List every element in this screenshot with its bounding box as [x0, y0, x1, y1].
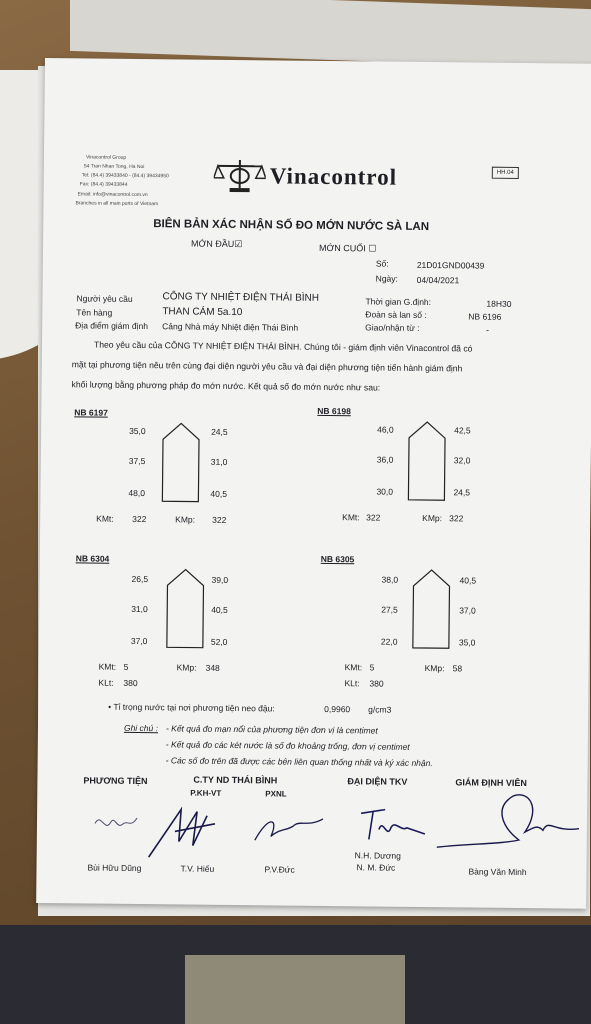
doc-date-label: Ngày:: [375, 273, 398, 284]
fleet-label: Đoàn sà lan số :: [365, 309, 427, 321]
checked-box-icon: ☑: [234, 238, 243, 250]
klt-value: 380: [123, 677, 138, 689]
document-title: BIÊN BẢN XÁC NHẬN SỐ ĐO MỚN NƯỚC SÀ LAN: [153, 218, 430, 234]
kmt-label: KMt:: [98, 661, 117, 672]
draft-value: 40,5: [210, 488, 228, 499]
draft-value: 37,5: [128, 455, 146, 467]
draft-value: 30,0: [376, 486, 394, 497]
time-value: 18H30: [486, 298, 512, 309]
klt-label: KLt:: [344, 678, 360, 689]
doc-number-value: 21D01GND00439: [416, 259, 485, 271]
document-page: [36, 58, 591, 909]
signature-icon: [355, 799, 436, 850]
kmp-value: 348: [205, 662, 220, 673]
note-line: - Kết quả đo mạn nổi của phương tiện đơn vị là centimet: [165, 723, 378, 736]
kmp-label: KMp:: [422, 512, 443, 524]
signer-name: Bàng Văn Minh: [468, 866, 527, 878]
density-unit: g/cm3: [368, 704, 392, 715]
draft-value: 22,0: [380, 636, 398, 647]
last-draft-label: MỚN CUỐI ☐: [318, 242, 377, 254]
signer-name: Bùi Hữu Dũng: [87, 862, 142, 874]
barge-diagram: [165, 567, 206, 649]
company-line: Branches in all main ports of Vietnam: [75, 200, 159, 208]
klt-value: 380: [369, 678, 384, 689]
kmt-value: 322: [366, 512, 381, 523]
draft-value: 35,0: [129, 425, 146, 437]
note-line: - Các số đo trên đã được các bên liên quan thống nhất và ký xác nhận.: [165, 755, 433, 769]
barge-diagram: [406, 420, 447, 502]
signature-icon: [249, 808, 329, 849]
dept-label: PXNL: [265, 789, 287, 799]
handover-label: Giao/nhận từ :: [365, 322, 420, 333]
barge-name: NB 6198: [317, 405, 351, 417]
notes-label: Ghi chú :: [123, 722, 159, 734]
vehicle-title: PHƯƠNG TIỆN: [83, 775, 148, 787]
draft-value: 31,0: [210, 456, 228, 467]
company-title: C.TY ND THÁI BÌNH: [193, 774, 278, 786]
company-line: Vinacontrol Group: [85, 154, 127, 161]
note-line: - Kết quả đo các két nước là số đo khoảng trống, đơn vị centimet: [165, 739, 410, 752]
draft-value: 46,0: [377, 424, 394, 435]
unchecked-box-icon: ☐: [368, 243, 377, 254]
kmt-value: 5: [369, 662, 375, 673]
kmt-label: KMt:: [342, 512, 360, 523]
draft-value: 52,0: [210, 636, 228, 647]
company-line: Fax: (84.4) 39433844: [79, 181, 128, 188]
signer-name: N. M. Đức: [356, 862, 396, 873]
draft-value: 48,0: [128, 487, 146, 499]
intro-line: khối lượng bằng phương pháp đo mớn nước. Kết quả số đo mớn nước như sau:: [71, 379, 381, 393]
doc-number-label: Số:: [375, 258, 389, 269]
dept-label: P.KH-VT: [190, 788, 222, 798]
draft-value: 36,0: [376, 454, 394, 465]
fleet-value: NB 6196: [468, 311, 502, 322]
first-draft-label: MỚN ĐẦU☑: [191, 238, 243, 250]
goods-label: Tên hàng: [76, 307, 113, 318]
kmp-label: KMp:: [175, 514, 196, 525]
density-value: 0,9960: [324, 703, 351, 715]
draft-value: 40,5: [211, 604, 228, 615]
signature-icon: [433, 787, 584, 859]
place-label: Địa điểm giám định: [75, 320, 149, 332]
barge-name: NB 6197: [74, 407, 108, 418]
kmp-value: 322: [449, 513, 464, 524]
draft-value: 37,0: [130, 635, 148, 647]
kmp-label: KMp:: [176, 662, 197, 673]
draft-value: 37,0: [459, 605, 476, 616]
kmt-label: KMt:: [344, 662, 363, 673]
requester-label: Người yêu cầu: [76, 293, 133, 304]
doc-date-value: 04/04/2021: [416, 274, 460, 286]
signer-name: P.V.Đức: [264, 864, 295, 875]
draft-value: 26,5: [131, 573, 149, 585]
intro-line: mặt tại phương tiện nêu trên cùng đại diện người yêu cầu và đại diện phương tiện tiến hành giám định: [71, 359, 463, 374]
draft-value: 39,0: [211, 574, 229, 585]
draft-value: 24,5: [211, 426, 228, 437]
kmp-label: KMp:: [424, 663, 445, 674]
scales-logo-icon: [214, 156, 266, 195]
draft-value: 24,5: [453, 487, 471, 498]
intro-line: Theo yêu cầu của CÔNG TY NHIỆT ĐIỆN THÁI BÌNH. Chúng tôi - giám định viên Vinacontrol đã có: [93, 339, 473, 354]
draft-value: 35,0: [458, 637, 476, 648]
draft-value: 40,5: [459, 575, 477, 586]
barge-name: NB 6305: [320, 553, 355, 565]
signer-name: T.V. Hiếu: [180, 863, 215, 874]
kmp-value: 322: [212, 514, 227, 525]
klt-label: KLt:: [98, 677, 114, 688]
kmt-value: 5: [123, 661, 129, 672]
draft-value: 31,0: [131, 603, 148, 615]
company-line: 54 Tran Nhan Tong, Ha Noi: [83, 163, 145, 171]
barge-diagram: [411, 568, 452, 650]
time-label: Thời gian G.định:: [365, 296, 432, 308]
place-value: Cảng Nhà máy Nhiệt điện Thái Bình: [162, 321, 299, 333]
draft-value: 32,0: [453, 455, 471, 466]
logo-text: Vinacontrol: [269, 163, 398, 190]
barge-name: NB 6304: [75, 553, 110, 564]
draft-value: 38,0: [381, 574, 399, 585]
goods-value: THAN CÁM 5a.10: [162, 306, 243, 319]
signer-name: N.H. Dương: [354, 850, 401, 861]
barge-diagram: [160, 421, 201, 503]
kmt-label: KMt:: [96, 513, 114, 524]
draft-value: 27,5: [381, 604, 398, 615]
company-line: Email: info@vinacontrol.com.vn: [77, 191, 148, 199]
signature-icon: [145, 801, 226, 862]
kmp-value: 58: [452, 663, 463, 674]
draft-value: 42,5: [454, 425, 471, 436]
form-code: HH.04: [492, 167, 519, 179]
density-label: • Tỉ trọng nước tại nơi phương tiện neo đậu:: [108, 701, 275, 714]
company-line: Tel: (84.4) 39433840 - (84.4) 39434950: [81, 172, 169, 180]
floor-tile: [185, 955, 405, 1024]
requester-value: CÔNG TY NHIỆT ĐIỆN THÁI BÌNH: [162, 291, 320, 304]
signature-icon: [87, 803, 147, 844]
tkv-title: ĐẠI DIỆN TKV: [347, 776, 408, 787]
kmt-value: 322: [132, 513, 147, 525]
handover-value: -: [486, 324, 490, 335]
inspector-title: GIÁM ĐỊNH VIÊN: [455, 777, 528, 789]
